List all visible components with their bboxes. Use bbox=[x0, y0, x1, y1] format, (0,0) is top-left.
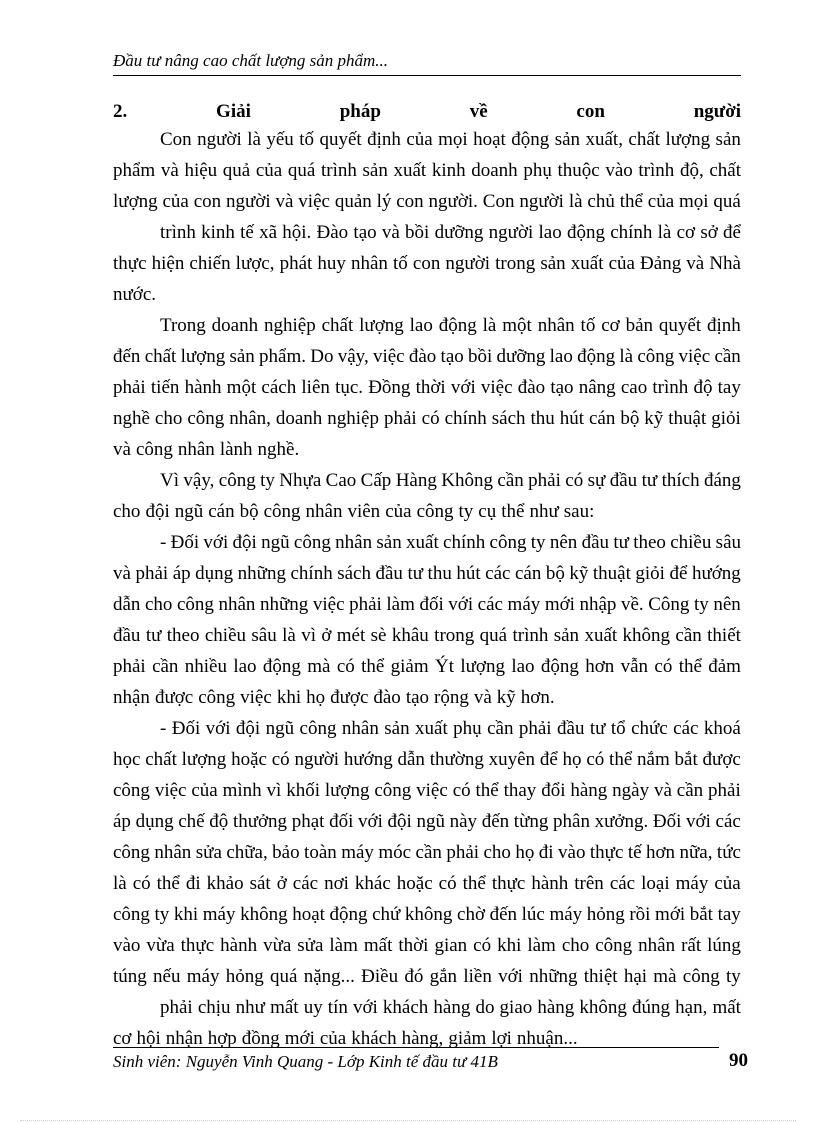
text-line: phẩm và hiệu quả của quá trình sản xuất kinh doanh phụ thuộc vào trình độ, chất bbox=[113, 160, 741, 181]
text-line: phải tiến hành một cách liên tục. Đồng thời với việc đào tạo nâng cao trình độ tay bbox=[113, 377, 741, 398]
text-line: túng nếu máy hỏng quá nặng... Điều đó gắn liền với những thiệt hại mà công ty bbox=[113, 966, 741, 987]
text-line: công nhân sửa chữa, bảo toàn máy móc cần phải cho họ đi vào thực tế hơn nữa, tức bbox=[113, 842, 741, 863]
text-line: vào vừa thực hành vừa sửa làm mất thời gian có khi làm cho công nhân rất lúng bbox=[113, 935, 741, 956]
header-rule bbox=[113, 75, 741, 76]
section-heading bbox=[113, 100, 741, 124]
text-line: công ty khi máy không hoạt động chứ không chờ đến lúc máy hỏng rồi mới bắt tay bbox=[113, 904, 741, 925]
text-line: nước. bbox=[113, 284, 157, 305]
text-line: nghề cho công nhân, doanh nghiệp phải có chính sách thu hút cán bộ kỹ thuật giỏi bbox=[113, 408, 741, 429]
text-line: Con người là yếu tố quyết định của mọi hoạt động sản xuất, chất lượng sản bbox=[160, 129, 741, 150]
text-line: đầu tư theo chiều sâu là vì ở mét sè khâu trong quá trình sản xuất không cần thiết bbox=[113, 625, 741, 646]
text-line: - Đối với đội ngũ công nhân sản xuất phụ cần phải đầu tư tổ chức các khoá bbox=[160, 718, 741, 739]
text-line: cho đội ngũ cán bộ công nhân viên của công ty cụ thể như sau: bbox=[113, 501, 595, 522]
body-text bbox=[113, 124, 741, 1054]
text-line: và phải áp dụng những chính sách đầu tư thu hút các cán bộ kỹ thuật giỏi để hướng bbox=[113, 563, 741, 584]
text-line: lượng của con người và việc quản lý con người. Con người là chủ thể của mọi quá bbox=[113, 191, 741, 212]
text-line: cơ hội nhận hợp đồng mới của khách hàng, giảm lợi nhuận... bbox=[113, 1028, 578, 1049]
text-line: dẫn cho công nhân những việc phải làm đối với các máy mới nhập về. Công ty nên bbox=[113, 594, 741, 615]
text-line: đến chất lượng sản phẩm. Do vậy, việc đào tạo bồi dưỡng lao động là công việc cần bbox=[113, 346, 741, 367]
text-line: và công nhân lành nghề. bbox=[113, 439, 300, 460]
text-line: phải chịu như mất uy tín với khách hàng do giao hàng không đúng hạn, mất bbox=[160, 997, 741, 1018]
text-line: nhận được công việc khi họ được đào tạo rộng và kỹ hơn. bbox=[113, 687, 555, 708]
text-line: áp dụng chế độ thưởng phạt đối với đội ngũ này đến từng phân xưởng. Đối với các bbox=[113, 811, 741, 832]
page-number: 90 bbox=[729, 1050, 748, 1071]
text-line: học chất lượng hoặc có người hướng dẫn thường xuyên để họ có thể nắm bắt được bbox=[113, 749, 741, 770]
text-line: Trong doanh nghiệp chất lượng lao động là một nhân tố cơ bản quyết định bbox=[160, 315, 741, 336]
section-word: về bbox=[469, 101, 488, 122]
text-line: Vì vậy, công ty Nhựa Cao Cấp Hàng Không cần phải có sự đầu tư thích đáng bbox=[160, 470, 741, 491]
text-line: - Đối với đội ngũ công nhân sản xuất chính công ty nên đầu tư theo chiều sâu bbox=[160, 532, 741, 553]
text-line: phải cần nhiều lao động mà có thể giảm Ýt lượng lao động hơn vẫn có thể đảm bbox=[113, 656, 741, 677]
text-line: trình kinh tế xã hội. Đào tạo và bồi dưỡng người lao động chính là cơ sở để bbox=[160, 222, 741, 243]
footer-rule bbox=[113, 1047, 719, 1048]
footer-text: Sinh viên: Nguyễn Vinh Quang - Lớp Kinh tế đầu tư 41B bbox=[113, 1052, 498, 1071]
page-edge-dotted bbox=[20, 1120, 796, 1121]
text-line: thực hiện chiến lược, phát huy nhân tố con người trong sản xuất của Đảng và Nhà bbox=[113, 253, 741, 274]
text-line: công việc của mình vì khối lượng công việc có thể thay đổi hàng ngày và cần phải bbox=[113, 780, 741, 801]
text-line: là có thể đi khảo sát ở các nơi khác hoặc có thể thực hành trên các loại máy của bbox=[113, 873, 741, 894]
section-word: con bbox=[576, 101, 605, 122]
section-number: 2. bbox=[113, 101, 128, 122]
section-word: pháp bbox=[339, 101, 381, 122]
running-header: Đầu tư nâng cao chất lượng sản phẩm... bbox=[113, 51, 389, 70]
section-word: người bbox=[693, 101, 741, 122]
section-word: Giải bbox=[216, 101, 251, 122]
